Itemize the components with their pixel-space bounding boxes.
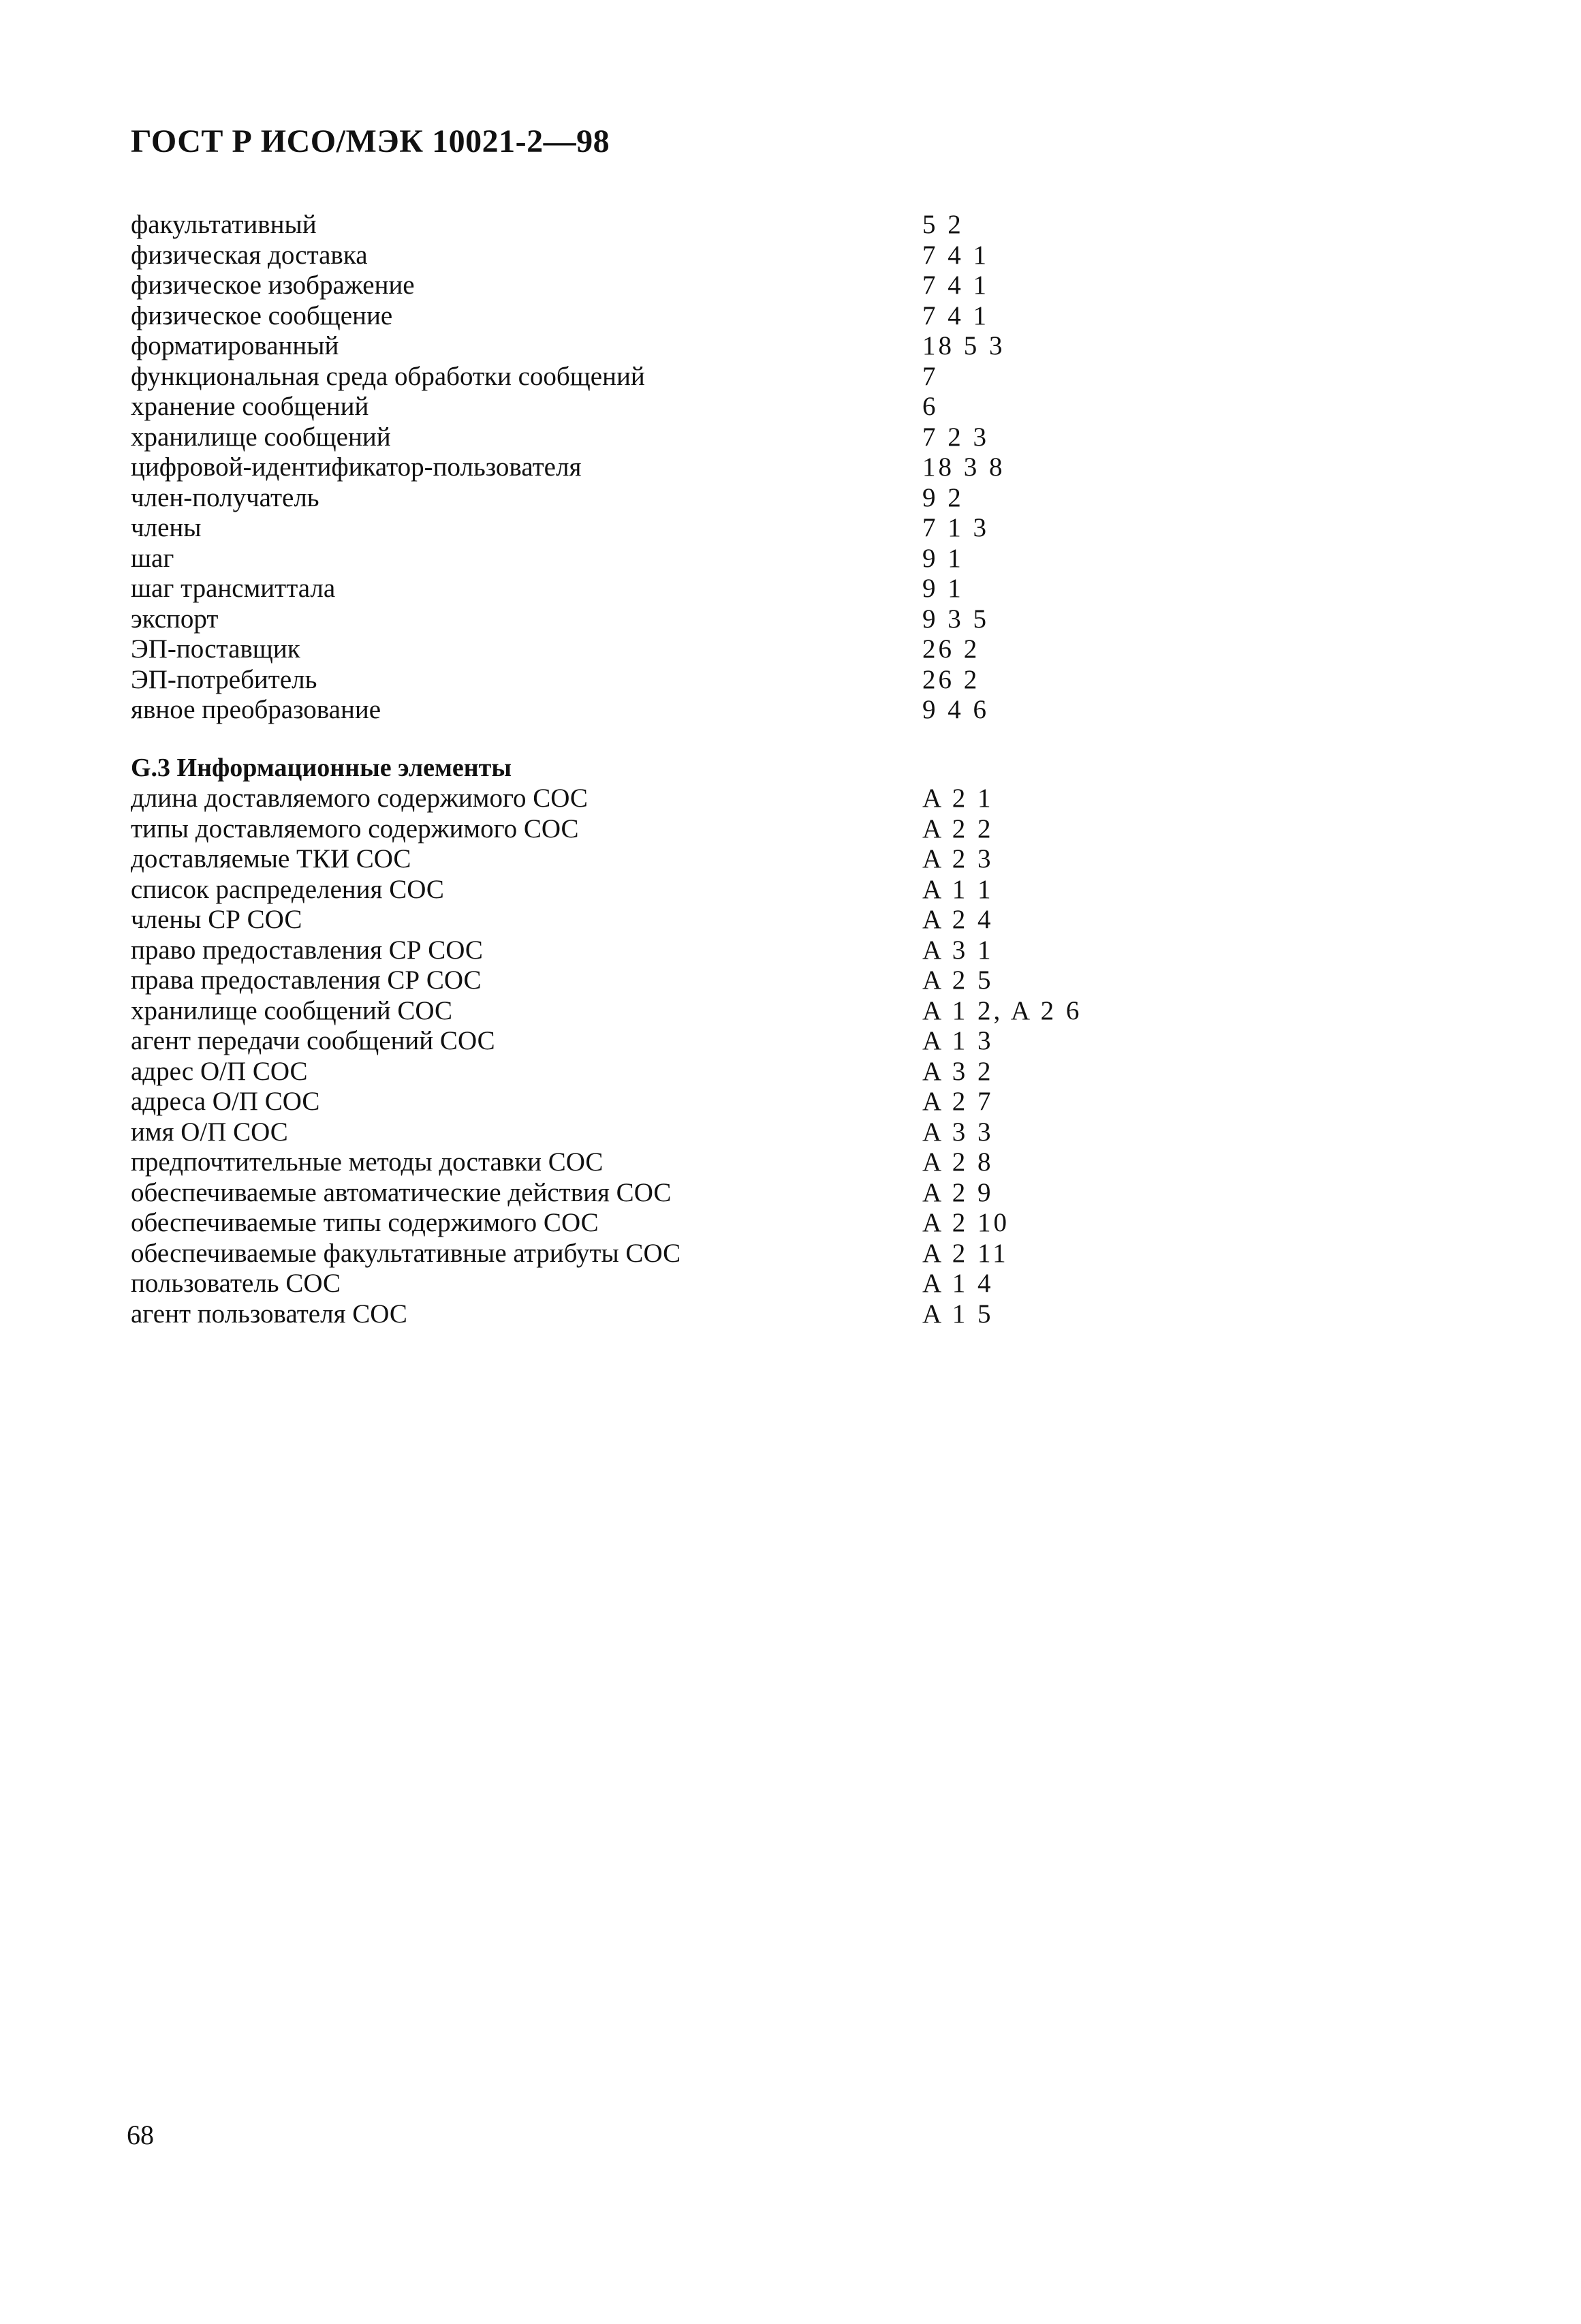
index-entry [131, 996, 1425, 1027]
index-entry [131, 331, 1425, 362]
index-list-continued [131, 210, 1425, 726]
index-ref: A 1 3 [922, 1026, 994, 1055]
index-ref: A 2 9 [922, 1177, 994, 1207]
index-entry [131, 844, 1425, 875]
index-term: типы доставляемого содержимого СОС [131, 814, 579, 843]
index-entry [131, 695, 1425, 726]
index-term: длина доставляемого содержимого СОС [131, 784, 588, 813]
index-entry [131, 1178, 1425, 1209]
index-ref: A 3 2 [922, 1056, 994, 1086]
index-ref: 18 5 3 [922, 331, 1005, 360]
index-entry [131, 392, 1425, 422]
index-entry [131, 270, 1425, 301]
index-term: обеспечиваемые факультативные атрибуты СОС [131, 1238, 681, 1268]
index-term: ЭП-поставщик [131, 634, 300, 664]
index-term: физическая доставка [131, 240, 368, 270]
index-entry [131, 1087, 1425, 1117]
index-ref: 7 4 1 [922, 240, 989, 270]
index-entry [131, 784, 1425, 814]
index-term: права предоставления СР СОС [131, 965, 482, 995]
index-entry [131, 1208, 1425, 1239]
index-entry [131, 241, 1425, 271]
index-ref: 7 4 1 [922, 270, 989, 300]
page-number: 68 [127, 2120, 154, 2150]
index-entry [131, 362, 1425, 392]
index-term: хранилище сообщений СОС [131, 995, 452, 1025]
index-term: доставляемые ТКИ СОС [131, 844, 411, 873]
index-ref: A 2 2 [922, 814, 994, 843]
index-ref: 7 1 3 [922, 513, 989, 542]
index-entry [131, 965, 1425, 996]
index-ref: 18 3 8 [922, 452, 1005, 482]
index-ref: 26 2 [922, 634, 980, 664]
index-ref: 9 3 5 [922, 604, 989, 634]
index-term: хранилище сообщений [131, 422, 391, 452]
index-entry [131, 665, 1425, 696]
index-term: физическое сообщение [131, 300, 393, 330]
index-term: член-получатель [131, 482, 319, 512]
index-ref: A 2 4 [922, 905, 994, 934]
index-term: агент пользователя СОС [131, 1299, 407, 1329]
index-ref: 6 [922, 392, 939, 421]
index-entry [131, 814, 1425, 845]
index-entry [131, 935, 1425, 966]
index-term: хранение сообщений [131, 392, 369, 421]
index-ref: A 2 5 [922, 965, 994, 995]
index-entry [131, 1299, 1425, 1330]
index-ref: A 1 1 [922, 874, 994, 904]
index-ref: A 1 2, A 2 6 [922, 995, 1082, 1025]
index-term: функциональная среда обработки сообщений [131, 361, 645, 391]
index-ref: 9 2 [922, 482, 964, 512]
index-ref: A 2 3 [922, 844, 994, 873]
index-term: предпочтительные методы доставки СОС [131, 1147, 604, 1177]
index-term: пользователь СОС [131, 1269, 341, 1298]
index-term: обеспечиваемые автоматические действия СОС [131, 1177, 672, 1207]
index-entry [131, 483, 1425, 514]
index-term: цифровой-идентификатор-пользователя [131, 452, 582, 482]
index-entry [131, 604, 1425, 635]
index-term: список распределения СОС [131, 874, 444, 904]
index-ref: 9 1 [922, 543, 964, 573]
index-term: факультативный [131, 210, 317, 239]
index-term: форматированный [131, 331, 339, 360]
index-entry [131, 1057, 1425, 1087]
index-term: адреса О/П СОС [131, 1087, 320, 1116]
index-ref: A 2 7 [922, 1087, 994, 1116]
index-ref: A 1 5 [922, 1299, 994, 1329]
index-term: члены СР СОС [131, 905, 302, 934]
index-term: шаг трансмиттала [131, 574, 336, 603]
index-entry [131, 422, 1425, 453]
index-entry [131, 210, 1425, 241]
index-ref: 5 2 [922, 210, 964, 239]
index-term: шаг [131, 543, 174, 573]
index-ref: 9 1 [922, 574, 964, 603]
index-entry [131, 875, 1425, 905]
index-term: адрес О/П СОС [131, 1056, 308, 1086]
index-term: имя О/П СОС [131, 1117, 288, 1147]
index-ref: A 2 10 [922, 1208, 1010, 1237]
index-term: ЭП-потребитель [131, 664, 317, 694]
index-entry [131, 452, 1425, 483]
index-entry [131, 1117, 1425, 1148]
index-term: агент передачи сообщений СОС [131, 1026, 495, 1055]
index-ref: A 2 8 [922, 1147, 994, 1177]
index-entry [131, 1026, 1425, 1057]
index-entry [131, 574, 1425, 604]
index-ref: 7 [922, 361, 939, 391]
index-term: физическое изображение [131, 270, 415, 300]
index-term: члены [131, 513, 202, 542]
index-entry [131, 1239, 1425, 1269]
index-term: явное преобразование [131, 695, 381, 724]
section-g3 [131, 754, 1425, 1329]
index-entry [131, 513, 1425, 544]
index-term: право предоставления СР СОС [131, 935, 483, 965]
index-ref: A 2 1 [922, 784, 994, 813]
index-entry [131, 905, 1425, 935]
index-entry [131, 301, 1425, 332]
page-title: ГОСТ Р ИСО/МЭК 10021-2—98 [131, 123, 610, 159]
index-entry [131, 544, 1425, 574]
index-ref: A 3 1 [922, 935, 994, 965]
index-term: обеспечиваемые типы содержимого СОС [131, 1208, 599, 1237]
index-ref: 26 2 [922, 664, 980, 694]
index-term: экспорт [131, 604, 219, 634]
index-entry [131, 634, 1425, 665]
index-ref: A 3 3 [922, 1117, 994, 1147]
index-ref: A 2 11 [922, 1238, 1009, 1268]
index-entry [131, 1269, 1425, 1299]
index-ref: 9 4 6 [922, 695, 989, 724]
section-heading: G.3 Информационные элементы [131, 754, 512, 782]
index-ref: 7 2 3 [922, 422, 989, 452]
index-ref: A 1 4 [922, 1269, 994, 1298]
index-entry [131, 1147, 1425, 1178]
index-ref: 7 4 1 [922, 300, 989, 330]
